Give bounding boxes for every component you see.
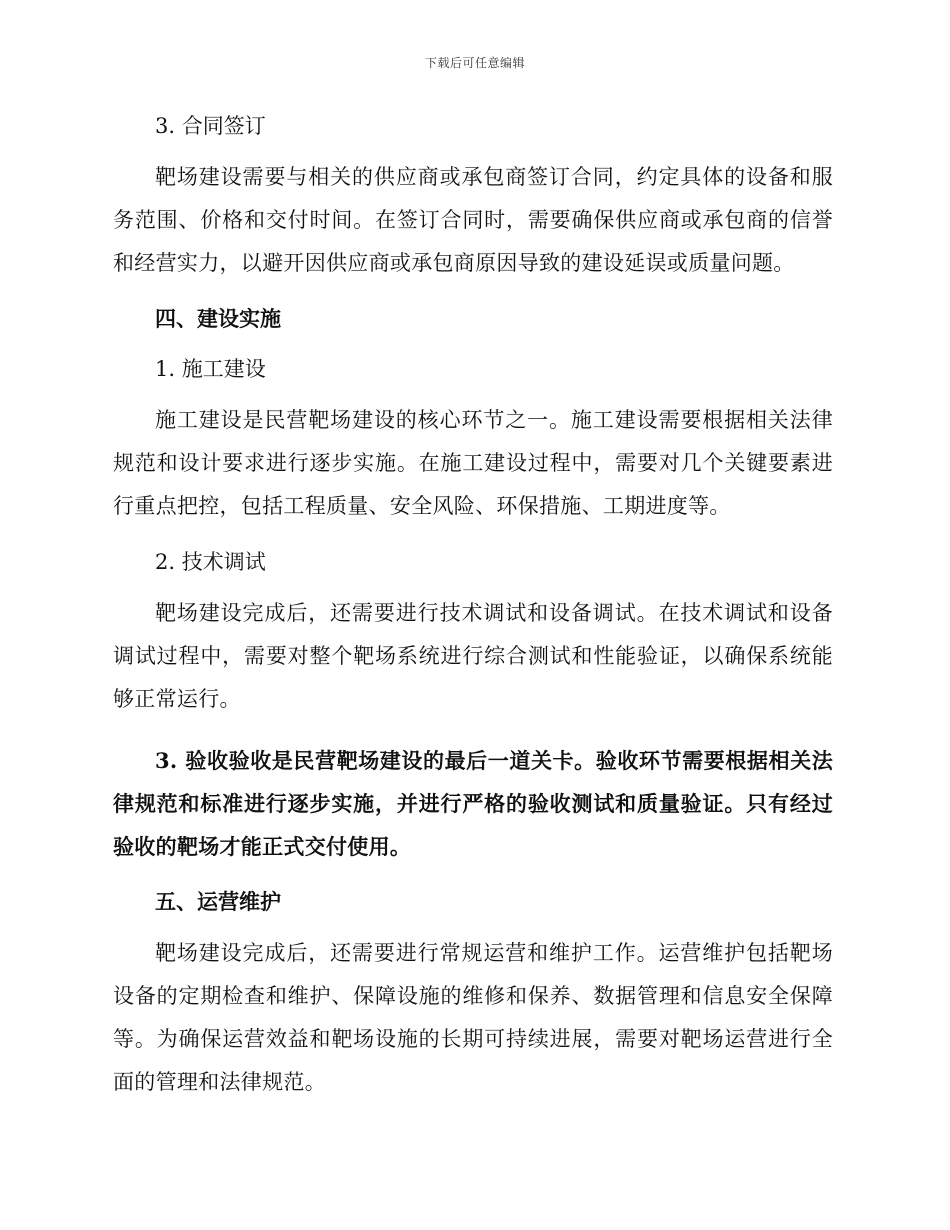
section-heading-construction: 四、建设实施	[155, 306, 281, 331]
paragraph-technical-debugging: 靶场建设完成后，还需要进行技术调试和设备调试。在技术调试和设备调试过程中，需要对整个靶场系统进行综合测试和性能验证，以确保系统能够正常运行。	[113, 601, 833, 711]
paragraph-contract-signing: 靶场建设需要与相关的供应商或承包商签订合同，约定具体的设备和服务范围、价格和交付时间。在签订合同时，需要确保供应商或承包商的信誉和经营实力，以避开因供应商或承包商原因导致的建设延误或质量问题。	[113, 165, 833, 275]
section-heading-operation: 五、运营维护	[155, 889, 281, 914]
heading-technical-debugging: 2. 技术调试	[155, 550, 266, 574]
heading-construction-work: 1. 施工建设	[155, 357, 266, 381]
document-body	[113, 110, 833, 1104]
paragraph-acceptance: 3. 验收验收是民营靶场建设的最后一道关卡。验收环节需要根据相关法律规范和标准进行逐步实施，并进行严格的验收测试和质量验证。只有经过验收的靶场才能正式交付使用。	[113, 748, 833, 859]
header-note: 下载后可任意编辑	[424, 56, 525, 70]
heading-contract-signing: 3. 合同签订	[155, 114, 266, 138]
paragraph-construction-work: 施工建设是民营靶场建设的核心环节之一。施工建设需要根据相关法律规范和设计要求进行逐步实施。在施工建设过程中，需要对几个关键要素进行重点把控，包括工程质量、安全风险、环保措施、工期进度等。	[113, 408, 833, 518]
paragraph-operation-maintenance: 靶场建设完成后，还需要进行常规运营和维护工作。运营维护包括靶场设备的定期检查和维护、保障设施的维修和保养、数据管理和信息安全保障等。为确保运营效益和靶场设施的长期可持续进展，需要对靶场运营进行全面的管理和法律规范。	[113, 941, 833, 1094]
